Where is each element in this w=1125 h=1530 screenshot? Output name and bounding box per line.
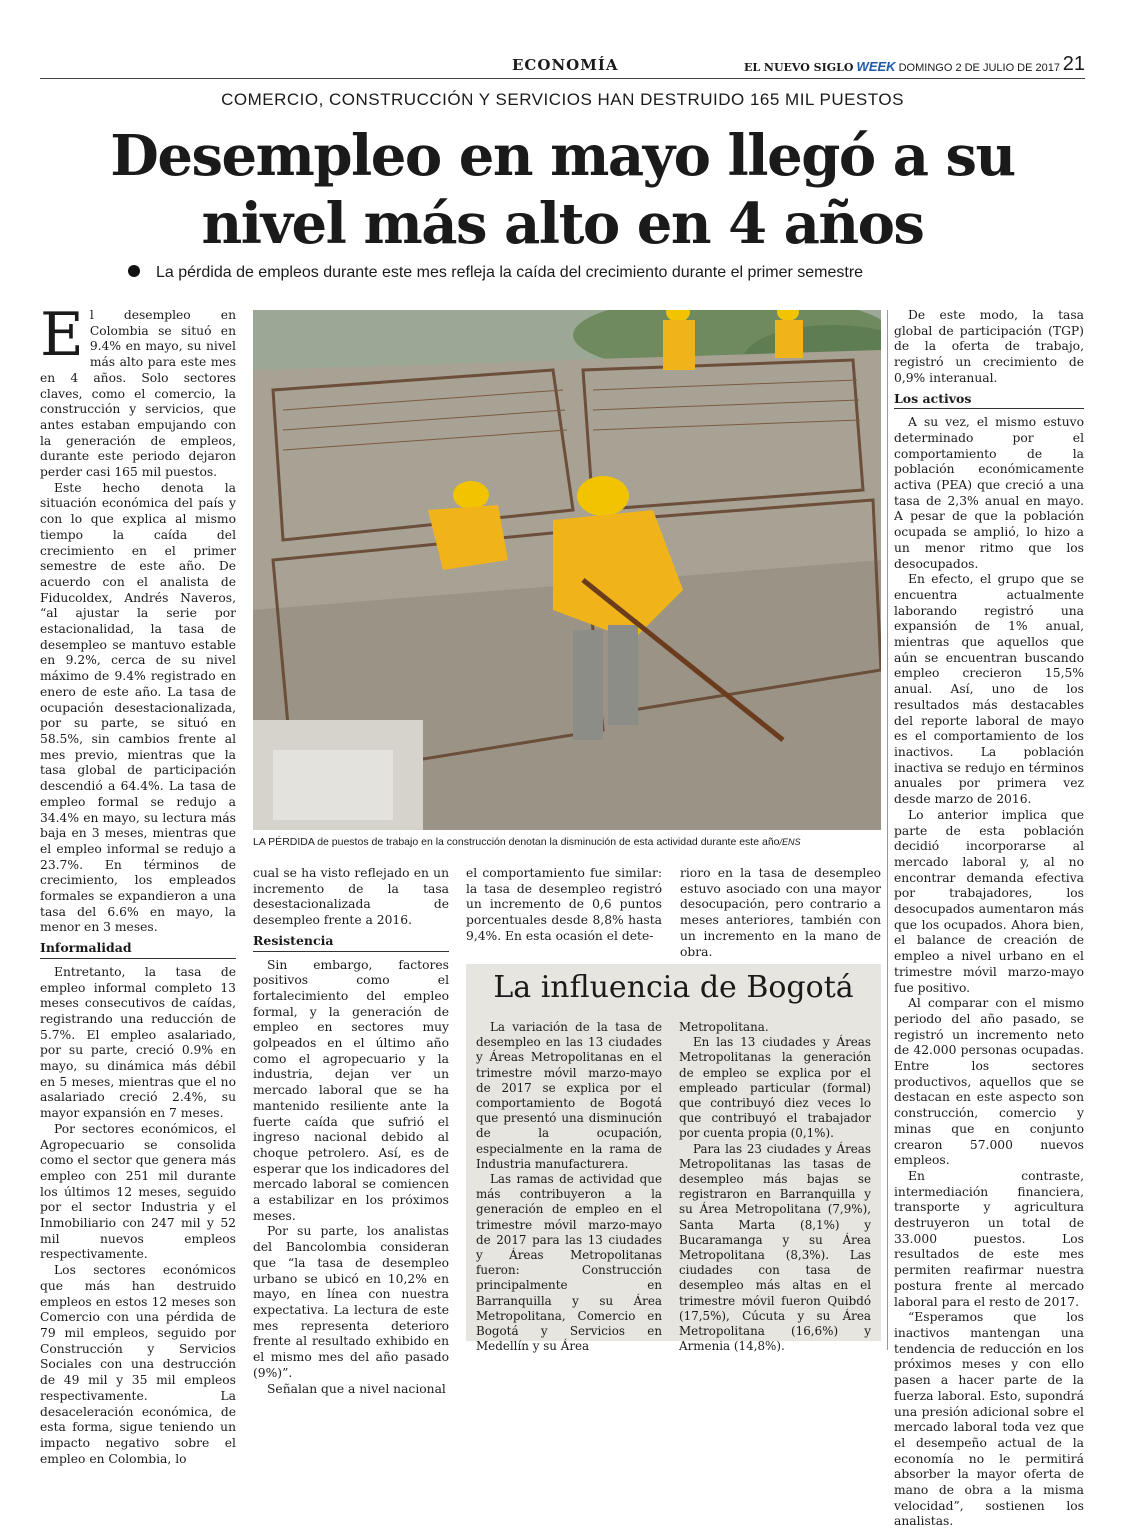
paragraph: Sin embargo, factores positivos como el fortalecimiento del empleo formal, y la generación de empleo en sectores muy golpeados en el último año como el agropecuario y la industria, dejan ver un mercado laboral que se ha mantenido resiliente ante la fuerte caída que sufrió el ingreso nacional debido al choque petrolero. Así, es de esperar que los indicadores del mercado laboral se comiencen a estabilizar en los próximos meses.: [253, 957, 449, 1223]
paragraph: Los sectores económicos que más han destruido empleos en estos 12 meses son Comercio con una pérdida de 79 mil empleos, seguido por Construcción y Servicios Sociales con una destrucción de 49 mil y 35 mil empleos respectivamente. La desaceleración económica, de esta forma, sigue teniendo un impacto negativo sobre el empleo en Colombia, lo: [40, 1263, 236, 1466]
article-column-1: [40, 300, 236, 1467]
sidebar-box: [466, 964, 881, 1354]
construction-photo: [253, 310, 881, 830]
headline: Desempleo en mayo llegó a su nivel más alto en 4 años: [110, 123, 1015, 257]
article-column-4: [680, 866, 881, 960]
paragraph: rioro en la tasa de desempleo estuvo asociado con una mayor desocupación, pero contrario a meses anteriores, también con un incremento en la mano de obra.: [680, 866, 881, 959]
photo-illustration: [253, 310, 881, 830]
sidebar-column-left: [476, 1020, 662, 1354]
week-label: WEEK: [856, 59, 896, 74]
subhead-resistencia: Resistencia: [253, 933, 449, 952]
issue-date: DOMINGO 2 DE JULIO DE 2017: [898, 62, 1060, 74]
kicker: COMERCIO, CONSTRUCCIÓN Y SERVICIOS HAN DESTRUIDO 165 MIL PUESTOS: [221, 90, 904, 109]
paragraph: En efecto, el grupo que se encuentra actualmente laborando registró una expansión de 1% anual, mientras que aquellos que aún se encuentran buscando empleo crecieron 15,5% anual. Así, uno de los resultados más destacables del reporte laboral de mayo es el comportamiento de los inactivos. La población inactiva se redujo en términos anuales por primera vez desde marzo de 2016.: [894, 572, 1084, 807]
photo-caption: LA PÉRDIDA de puestos de trabajo en la construcción denotan la disminución de esta actividad durante este año/ENS: [253, 836, 801, 848]
photo-credit: /ENS: [779, 837, 801, 847]
masthead: [744, 59, 1060, 74]
paragraph: cual se ha visto reflejado en un incremento de la tasa desestacionalizada de desempleo frente a 2016.: [253, 866, 449, 928]
subhead-los-activos: Los activos: [894, 391, 1084, 410]
paragraph: Señalan que a nivel nacional: [267, 1381, 446, 1396]
paragraph: De este modo, la tasa global de participación (TGP) de la oferta de trabajo, registró un crecimiento de 0,9% interanual.: [894, 308, 1084, 385]
paragraph: El desempleo en Colombia se situó en 9.4% en mayo, su nivel más alto para este mes en 4 años. Solo sectores claves, como el comercio, la construcción y servicios, que antes estaban empujando con la generación de empleos, durante este periodo dejaron perder casi 165 mil puestos.: [40, 300, 236, 480]
article-column-2: [253, 866, 449, 1397]
paragraph: En las 13 ciudades y Áreas Metropolitanas la generación de empleo se explica por el empleado particular (formal) que contribuyó diez veces lo que contribuyó el trabajador por cuenta propia (0,1%).: [679, 1035, 871, 1141]
paragraph: Por su parte, los analistas del Bancolombia consideran que “la tasa de desempleo urbano se ubicó en 10,2% en mayo, en línea con nuestra expectativa. La lectura de este mes representa deterioro frente al resultado exhibido en el mismo mes del año pasado (9%)”.: [253, 1224, 449, 1380]
paragraph: el comportamiento fue similar: la tasa de desempleo registró un incremento de 0,6 puntos porcentuales desde 8,8% hasta 9,4%. En esta ocasión el dete-: [466, 866, 662, 943]
sidebar-column-right: [679, 1020, 871, 1354]
deck-text: La pérdida de empleos durante este mes refleja la caída del crecimiento durante el primer semestre: [156, 264, 864, 281]
drop-cap: E: [40, 300, 84, 370]
paragraph: Metropolitana.: [679, 1020, 769, 1034]
page-number: 21: [1062, 53, 1085, 75]
paragraph: Al comparar con el mismo periodo del año pasado, se registró un incremento neto de 42.000 personas ocupadas. Entre los sectores productivos, aquellos que se destacan en este aspecto son construcción, comercio y minas que en conjunto crearon 57.000 nuevos empleos.: [894, 996, 1084, 1168]
paragraph: Entretanto, la tasa de empleo informal completo 13 meses consecutivos de caídas, registrando una reducción de 5.7%. El empleo asalariado, por su parte, creció 0.9% en mayo, su dinámica más débil en 5 meses, mientras que el no asalariado creció 2.4%, su mayor expansión en 7 meses.: [40, 964, 236, 1121]
paragraph: “Esperamos que los inactivos mantengan una tendencia de reducción en los próximos meses y con ello pasen a hacer parte de la fuerza laboral. Esto, supondrá una presión adicional sobre el mercado laboral toda vez que el desempeño actual de la economía no le permitirá absorber la mayor oferta de mano de obra a la misma velocidad”, sostienen los analistas.: [894, 1310, 1084, 1529]
column-divider: [887, 310, 888, 1350]
publication-name: EL NUEVO SIGLO: [743, 61, 854, 74]
paragraph: En contraste, intermediación financiera, transporte y agricultura destruyeron un total de 33.000 puestos. Los resultados de este mes permiten reafirmar nuestra postura frente al mercado laboral para el resto de 2017.: [894, 1168, 1084, 1309]
paragraph: Lo anterior implica que parte de esta población decidió incorporarse al mercado laboral y, al no encontrar demanda efectiva por trabajadores, los desocupados aumentaron más que los ocupados. Ahora bien, el balance de creación de empleo a nivel urbano en el trimestre móvil marzo-mayo fue positivo.: [894, 807, 1084, 995]
paragraph: Para las 23 ciudades y Áreas Metropolitanas las tasas de desempleo más bajas se registraron en Barranquilla y su Área Metropolitana (7,9%), Santa Marta (8,1%) y Bucaramanga y su Área Metropolitana (8,3%). Las ciudades con tasa de desempleo más altas en el trimestre móvil fueron Quibdó (17,5%), Cúcuta y su Área Metropolitana (16,6%) y Armenia (14,8%).: [679, 1141, 871, 1354]
article-column-5: [894, 308, 1084, 1530]
paragraph: Por sectores económicos, el Agropecuario se consolida como el sector que genera más empleo con 251 mil durante los últimos 12 meses, seguido por el sector Industria y el Inmobiliario con 247 mil y 52 mil nuevos empleos respectivamente.: [40, 1121, 236, 1262]
bullet-icon: [128, 265, 140, 277]
paragraph: A su vez, el mismo estuvo determinado por el comportamiento de la población económicamente activa (PEA) que creció a una tasa de 2,3% anual en mayo. A pesar de que la población ocupada se amplió, lo hizo a un menor ritmo que los desocupados.: [894, 415, 1084, 571]
deck: [128, 264, 863, 282]
subhead-informalidad: Informalidad: [40, 940, 236, 959]
article-column-3: [466, 866, 662, 945]
paragraph: Este hecho denota la situación económica del país y con lo que explica al mismo tiempo la caída del crecimiento en el primer semestre de este año. De acuerdo con el analista de Fiducoldex, Andrés Naveros, “al ajustar la serie por estacionalidad, la tasa de desempleo se mantuvo estable en 9.2%, cerca de su nivel máximo de 9.4% registrado en enero de este año. La tasa de ocupación desestacionalizada, por su parte, se situó en 58.5%, sin cambios frente al mes previo, mientras que la tasa global de participación descendió a 64.4%. La tasa de empleo formal se redujo a 34.4% en mayo, su lectura más baja en 3 meses, mientras que el empleo informal se redujo a 23.7%. En términos de crecimiento, los empleados formales se expandieron a una tasa del 6.6% en mayo, la menor en 3 meses.: [40, 480, 236, 935]
section-label: ECONOMÍA: [512, 56, 619, 74]
paragraph: Las ramas de actividad que más contribuyeron a la generación de empleo en el trimestre móvil marzo-mayo de 2017 para las 13 ciudades y Áreas Metropolitanas fueron: Construcción principalmente en Barranquilla y su Área Metropolitana, Comercio en Bogotá y Servicios en Medellín y su Área: [476, 1172, 662, 1354]
paragraph: La variación de la tasa de desempleo en las 13 ciudades y Áreas Metropolitanas en el trimestre móvil marzo-mayo de 2017 se explica por el comportamiento de Bogotá que presentó una disminución de la ocupación, especialmente en la rama de Industria manufacturera.: [476, 1020, 662, 1171]
sidebar-title: La influencia de Bogotá: [493, 970, 854, 1005]
